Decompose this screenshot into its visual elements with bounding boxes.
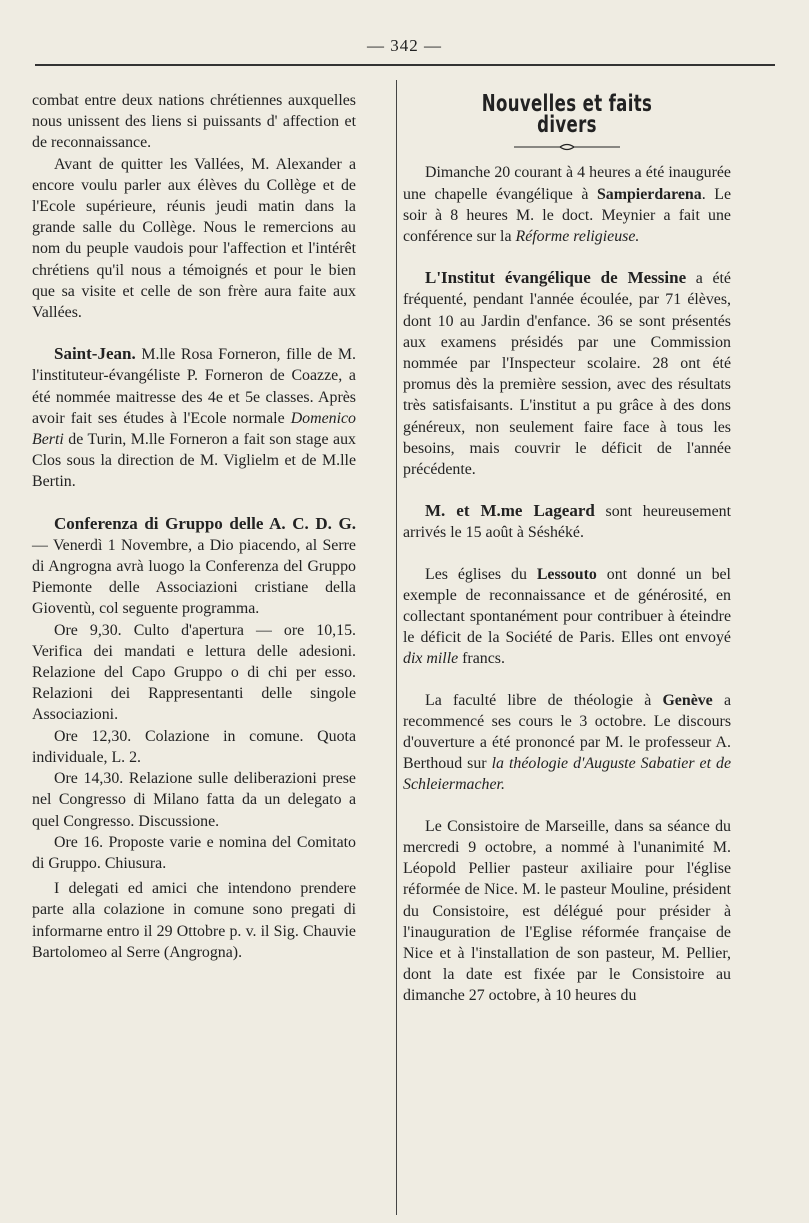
lageard-text: sont heureusement arrivés le 15 août à Séshéké. [403,503,731,542]
header-rule [35,64,775,66]
paragraph-lageard [403,500,731,543]
dimanche-bold: Sampierdarena [596,185,702,203]
paragraph-geneve [403,690,731,796]
lessouto-text-a: Les églises du [425,565,537,583]
dimanche-text-b: . Le soir à 8 heures M. le doct. Meynier a fait une conférence sur la [403,185,731,246]
lessouto-italic: dix mille [403,650,459,668]
geneve-text-b: a recommencé ses cours le 3 octobre. Le discours d'ouverture a été prononcé par M. le professeur A. Berthoud sur [403,691,731,773]
paragraph-alexander: Avant de quitter les Vallées, M. Alexander a encore voulu parler aux élèves du Collège et de l'Ecole supérieure, réunis jeudi matin dans la grande salle du Collège. Nous le remercions au nom du peuple vaudois pour l'affection et l'intérêt chrétiens qu'il nous a témoignés et pour le bien que sa visite et celle de son frère aura faite aux Vallées. [32,155,356,322]
right-column [403,90,731,1007]
page-number: — 342 — [367,36,442,55]
column-divider [396,80,397,1215]
saint-jean-text-a: M.lle Rosa Forneron, fille de M. l'instituteur-évangéliste P. Forneron de Coazze, a été nommée maitresse des 4e et 5e classes. Après avoir fait ses études à l'Ecole normale [32,346,356,427]
conferenza-text: — Venerdì 1 Novembre, a Dio piacendo, al Serre di Angrogna avrà luogo la Conferenza del Gruppo Piemonte delle Associazioni cristiane della Gioventù, col seguente programma. [32,536,356,618]
paragraph-institut [403,267,731,480]
geneve-text-a: La faculté libre de théologie à [425,691,663,709]
saint-jean-italic: Domenico Berti [32,409,356,449]
paragraph-marseille: Le Consistoire de Marseille, dans sa séance du mercredi 9 octobre, a nommé à l'unanimité M. Léopold Pellier pasteur axiliaire pour l'église réformée de Nice. M. le pasteur Mouline, président du Consistoire, est délégué pour présider à l'inauguration de l'Eglise réformée française de Nice et à l'installation de son pasteur, M. Pellier, dont la date est fixée par le Consistoire au dimanche 27 octobre, à 10 heures du [403,817,731,1005]
ornament-flourish [512,142,622,152]
lageard-heading: M. et M.me Lageard [425,501,595,521]
geneve-italic: la théologie d'Auguste Sabatier et de Schleiermacher. [403,755,731,794]
paragraph-lessouto [403,564,731,670]
geneve-bold: Genève [662,691,713,709]
saint-jean-heading: Saint-Jean. [54,344,136,364]
paragraph-ore-9: Ore 9,30. Culto d'apertura — ore 10,15. Verifica dei mandati e lettura delle adesioni. Relazione del Capo Gruppo o di chi per esso. Relazioni dei Rappresentanti delle singole Associazioni. [32,621,356,724]
paragraph-conferenza [32,513,356,620]
paragraph-saint-jean [32,343,356,492]
saint-jean-text-b: de Turin, M.lle Forneron a fait son stage aux Clos sous la direction de M. Viglielm et de M.lle Bertin. [32,431,356,491]
section-title: Nouvelles et faits divers [481,91,653,139]
lessouto-bold: Lessouto [536,565,597,583]
paragraph-delegati: I delegati ed amici che intendono prendere parte alla colazione in comune sono pregati di informarne entro il 29 Ottobre p. v. il Sig. Chauvie Bartolomeo al Serre (Angrogna). [32,880,356,961]
dimanche-italic: Réforme religieuse. [515,228,640,246]
lessouto-text-c: francs. [458,650,505,668]
paragraph-ore-16: Ore 16. Proposte varie e nomina del Comitato di Gruppo. Chiusura. [32,833,356,872]
institut-heading: L'Institut évangélique de Messine [425,268,687,288]
lessouto-text-b: ont donné un bel exemple de reconnaissance et de générosité, en collectant spontanément pour contribuer à éteindre le déficit de la Société de Paris. Elles ont envoyé [403,565,731,647]
paragraph-ore-12: Ore 12,30. Colazione in comune. Quota individuale, L. 2. [32,727,356,766]
paragraph-ore-14: Ore 14,30. Relazione sulle deliberazioni prese nel Congresso di Milano fatta da un delegato a quel Congresso. Discussione. [32,770,356,830]
conferenza-heading: Conferenza di Gruppo delle A. C. D. G. [54,513,356,533]
left-column [32,90,356,963]
paragraph-dimanche [403,162,731,247]
paragraph-combat: combat entre deux nations chrétiennes auxquelles nous unissent des liens si puissants d' affection et de reconnaissance. [32,92,356,152]
dimanche-text-a: Dimanche 20 courant à 4 heures a été inaugurée une chapelle évangélique à [403,164,731,203]
institut-text: a été fréquenté, pendant l'année écoulée, par 71 élèves, dont 10 au Jardin d'enfance. 36 se sont présentés aux examens présidés par une Commission nommée par l'Inspecteur scolaire. 28 ont été promus dès la première session, avec des résultats très satisfaisants. L'institut a pu grâce à des dons généreux, non seulement faire face à tous les besoins, mais couvrir le déficit de l'année précédente. [403,270,731,479]
